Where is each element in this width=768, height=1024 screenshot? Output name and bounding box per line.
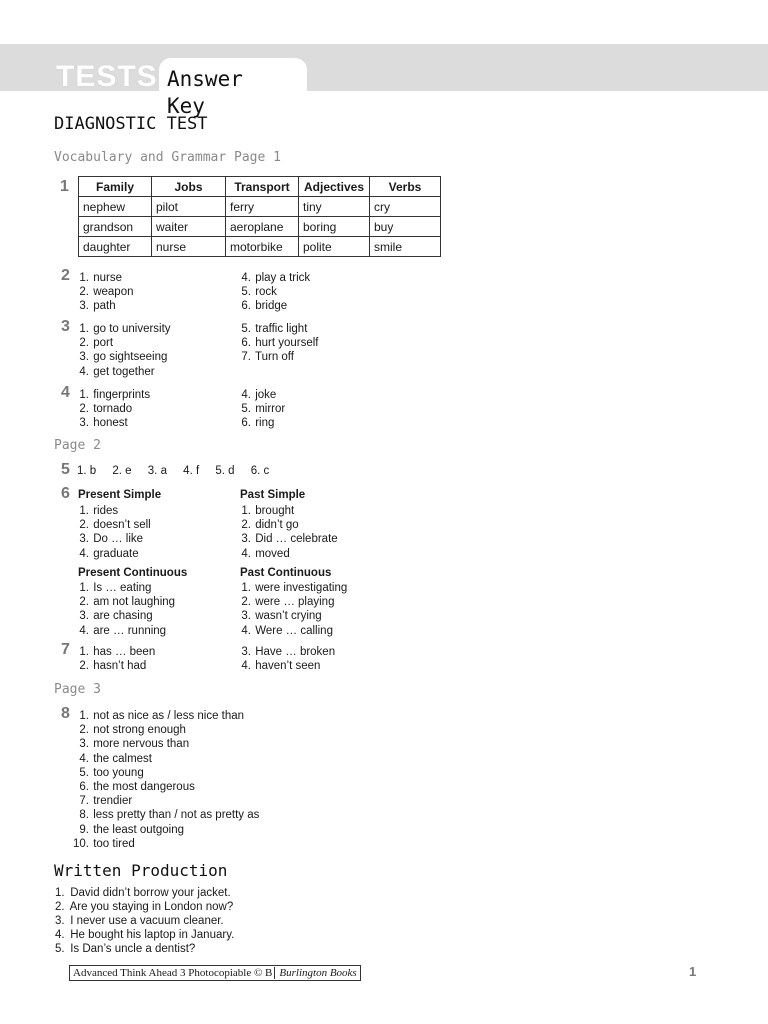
section-word: TESTS [56, 60, 158, 93]
page-title: DIAGNOSTIC TEST [54, 114, 208, 134]
answer-item: 5. d [215, 465, 235, 477]
tab-title: Answer Key [167, 67, 243, 118]
list-item [75, 581, 175, 595]
item-number: 5. [241, 403, 251, 416]
past-simple-list [237, 504, 338, 561]
list-item [237, 322, 318, 336]
item-number: 3. [79, 738, 89, 751]
table-row [79, 217, 441, 237]
list-item [70, 766, 259, 780]
answer-item: 4. f [183, 465, 200, 477]
subheading-present-simple: Present Simple [78, 489, 162, 501]
item-text: are chasing [93, 610, 153, 623]
table-cell: tiny [299, 197, 370, 217]
table-header-row [79, 177, 441, 197]
list-item [237, 659, 335, 673]
exercise-2-left-list [75, 271, 134, 314]
list-item [75, 350, 171, 364]
list-item [237, 336, 318, 350]
item-number: 6. [241, 300, 251, 313]
item-text: hasn’t had [93, 660, 147, 673]
list-item [237, 518, 338, 532]
item-number: 1. [79, 710, 89, 722]
item-number: 4. [241, 624, 251, 637]
item-text: port [93, 337, 114, 350]
column-header: Transport [226, 177, 299, 197]
page-number: 1 [689, 964, 697, 979]
subheading-present-continuous: Present Continuous [78, 567, 188, 579]
item-text: too young [93, 766, 144, 779]
list-item [75, 402, 150, 416]
list-item [237, 402, 285, 416]
past-continuous-list [237, 581, 347, 638]
list-item [237, 581, 347, 595]
section-heading-vg-page1: Vocabulary and Grammar Page 1 [54, 150, 281, 165]
list-item [75, 532, 151, 546]
item-text: joke [255, 389, 277, 401]
item-number: 5. [241, 323, 251, 335]
item-number: 4. [79, 547, 89, 560]
item-number: 3. [241, 610, 251, 623]
table-cell: polite [299, 237, 370, 257]
list-item [75, 299, 134, 313]
column-header: Jobs [152, 177, 226, 197]
item-text: are … running [93, 624, 167, 637]
table-cell: daughter [79, 237, 152, 257]
list-item [75, 518, 151, 532]
list-item [75, 365, 171, 379]
item-number: 6. [79, 780, 89, 793]
table-cell: ferry [226, 197, 299, 217]
item-text: go sightseeing [93, 351, 168, 364]
item-text: didn’t go [255, 519, 299, 532]
answer-item: 3. a [147, 465, 167, 477]
item-number: 4. [79, 624, 89, 637]
table-cell: buy [370, 217, 441, 237]
item-number: 2. [79, 286, 89, 299]
section-heading-written-production: Written Production [54, 861, 228, 880]
list-item [237, 504, 338, 518]
list-item [55, 914, 234, 928]
exercise-3-left-list [75, 322, 171, 379]
list-item [237, 595, 347, 609]
item-number: 8. [79, 809, 89, 822]
item-number: 1. [79, 389, 89, 401]
item-text: Turn off [255, 351, 294, 364]
list-item [75, 624, 175, 638]
table-cell: cry [370, 197, 441, 217]
list-item [237, 388, 285, 402]
exercise-number-8: 8 [61, 705, 70, 722]
item-number: 9. [79, 823, 89, 836]
item-number: 3. [241, 646, 251, 658]
item-number: 4. [241, 660, 251, 673]
item-text: the most dangerous [93, 780, 195, 793]
item-text: Have … broken [255, 646, 336, 658]
table-cell: grandson [79, 217, 152, 237]
item-text: the calmest [93, 752, 153, 765]
item-number: 2. [79, 519, 89, 532]
table-cell: nephew [79, 197, 152, 217]
list-item [237, 350, 318, 364]
item-number: 3. [79, 300, 89, 313]
table-cell: boring [299, 217, 370, 237]
item-text: am not laughing [93, 596, 176, 609]
list-item [237, 416, 285, 430]
table-row [79, 197, 441, 217]
item-text: trendier [93, 795, 133, 808]
list-item [75, 285, 134, 299]
list-item [75, 609, 175, 623]
list-item [55, 886, 234, 900]
item-text: Do … like [93, 533, 144, 546]
item-text: get together [93, 365, 155, 378]
table-cell: aeroplane [226, 217, 299, 237]
table-cell: motorbike [226, 237, 299, 257]
answer-item: 1. b [77, 465, 97, 477]
item-number: 2. [241, 519, 251, 532]
item-text: I never use a vacuum cleaner. [70, 915, 224, 927]
list-item [75, 322, 171, 336]
item-text: brought [255, 505, 295, 517]
item-number: 1. [79, 646, 89, 658]
list-item [237, 624, 347, 638]
item-number: 4. [79, 365, 89, 378]
item-text: honest [93, 417, 128, 430]
item-number: 7. [79, 795, 89, 808]
item-text: haven’t seen [255, 660, 321, 673]
item-text: ring [255, 417, 275, 430]
table-cell: waiter [152, 217, 226, 237]
list-item [237, 271, 310, 285]
footer-credit [69, 965, 361, 981]
item-number: 3. [79, 351, 89, 364]
item-text: wasn’t crying [255, 610, 322, 623]
item-text: more nervous than [93, 738, 190, 751]
list-item [55, 900, 234, 914]
footer-text: Advanced Think Ahead 3 Photocopiable © B [73, 967, 273, 979]
item-number: 5. [79, 766, 89, 779]
exercise-7-right-list [237, 645, 335, 673]
exercise-number-7: 7 [61, 641, 70, 658]
item-text: Is … eating [93, 582, 152, 594]
exercise-number-2: 2 [61, 267, 70, 284]
item-number: 5. [241, 286, 251, 299]
item-text: tornado [93, 403, 133, 416]
item-number: 1. [241, 505, 251, 517]
exercise-5-answers [77, 465, 282, 477]
item-text: moved [255, 547, 290, 560]
item-number: 6. [241, 337, 251, 350]
list-item [237, 532, 338, 546]
exercise-7-left-list [75, 645, 155, 673]
column-header: Family [79, 177, 152, 197]
item-number: 1. [79, 272, 89, 284]
vocabulary-table [78, 176, 441, 257]
item-text: were investigating [255, 582, 348, 594]
column-header: Adjectives [299, 177, 370, 197]
item-number: 4. [241, 272, 251, 284]
item-number: 4. [241, 389, 251, 401]
item-number: 3. [241, 533, 251, 546]
list-item [75, 336, 171, 350]
item-number: 4. [241, 547, 251, 560]
item-text: rides [93, 505, 119, 517]
item-text: Were … calling [255, 624, 333, 637]
item-number: 1. [79, 505, 89, 517]
table-cell: smile [370, 237, 441, 257]
list-item [75, 416, 150, 430]
item-number: 3. [55, 915, 65, 927]
item-text: Are you staying in London now? [69, 901, 234, 913]
item-text: Did … celebrate [255, 533, 338, 546]
item-number: 2. [79, 724, 89, 737]
item-text: too tired [93, 837, 135, 850]
item-text: David didn’t borrow your jacket. [70, 887, 231, 899]
item-text: go to university [93, 323, 171, 335]
list-item [55, 928, 234, 942]
item-number: 3. [79, 417, 89, 430]
item-text: nurse [93, 272, 122, 284]
list-item [70, 794, 259, 808]
item-text: were … playing [255, 596, 335, 609]
item-text: doesn’t sell [93, 519, 151, 532]
present-simple-list [75, 504, 151, 561]
item-text: the least outgoing [93, 823, 184, 836]
item-number: 2. [79, 403, 89, 416]
item-number: 2. [79, 337, 89, 350]
exercise-number-3: 3 [61, 318, 70, 335]
answer-item: 6. c [250, 465, 270, 477]
list-item [237, 609, 347, 623]
item-text: fingerprints [93, 389, 151, 401]
list-item [75, 547, 151, 561]
item-number: 6. [241, 417, 251, 430]
subheading-past-simple: Past Simple [240, 489, 306, 501]
exercise-8-list [70, 709, 259, 851]
item-number: 2. [79, 596, 89, 609]
item-text: path [93, 300, 116, 313]
publisher-brand: Burlington Books [274, 967, 356, 979]
exercise-number-6: 6 [61, 485, 70, 502]
list-item [70, 808, 259, 822]
exercise-number-1: 1 [60, 178, 69, 195]
list-item [75, 659, 155, 673]
answer-item: 2. e [112, 465, 132, 477]
item-text: He bought his laptop in January. [70, 929, 235, 941]
list-item [70, 837, 259, 851]
list-item [70, 723, 259, 737]
item-text: bridge [255, 300, 288, 313]
exercise-2-right-list [237, 271, 310, 314]
item-number: 4. [79, 752, 89, 765]
section-heading-page2: Page 2 [54, 438, 101, 453]
exercise-number-4: 4 [61, 384, 70, 401]
list-item [70, 823, 259, 837]
exercise-4-right-list [237, 388, 285, 431]
item-number: 7. [241, 351, 251, 364]
list-item [75, 388, 150, 402]
list-item [55, 942, 234, 956]
item-text: Is Dan’s uncle a dentist? [70, 943, 196, 955]
section-heading-page3: Page 3 [54, 682, 101, 697]
table-cell: nurse [152, 237, 226, 257]
exercise-number-5: 5 [61, 461, 70, 478]
list-item [70, 752, 259, 766]
item-number: 4. [55, 929, 65, 941]
list-item [237, 285, 310, 299]
table-row [79, 237, 441, 257]
item-number: 1. [55, 887, 65, 899]
subheading-past-continuous: Past Continuous [240, 567, 332, 579]
item-number: 1. [241, 582, 251, 594]
item-text: graduate [93, 547, 139, 560]
list-item [237, 299, 310, 313]
list-item [70, 737, 259, 751]
table-cell: pilot [152, 197, 226, 217]
item-number: 1. [79, 323, 89, 335]
list-item [75, 271, 134, 285]
item-number: 2. [55, 901, 65, 913]
item-text: not as nice as / less nice than [93, 710, 245, 722]
item-text: mirror [255, 403, 286, 416]
list-item [75, 595, 175, 609]
item-text: less pretty than / not as pretty as [93, 809, 260, 822]
item-number: 10. [73, 837, 89, 850]
item-number: 3. [79, 533, 89, 546]
item-text: rock [255, 286, 277, 299]
item-text: play a trick [255, 272, 311, 284]
exercise-4-left-list [75, 388, 150, 431]
item-text: traffic light [255, 323, 308, 335]
item-number: 2. [79, 660, 89, 673]
item-number: 1. [79, 582, 89, 594]
list-item [70, 709, 259, 723]
item-text: weapon [93, 286, 134, 299]
item-number: 2. [241, 596, 251, 609]
list-item [75, 645, 155, 659]
item-number: 3. [79, 610, 89, 623]
item-number: 5. [55, 943, 65, 955]
list-item [237, 547, 338, 561]
item-text: has … been [93, 646, 156, 658]
list-item [75, 504, 151, 518]
item-text: not strong enough [93, 724, 186, 737]
present-continuous-list [75, 581, 175, 638]
list-item [237, 645, 335, 659]
column-header: Verbs [370, 177, 441, 197]
exercise-3-right-list [237, 322, 318, 365]
list-item [70, 780, 259, 794]
item-text: hurt yourself [255, 337, 319, 350]
written-production-list [55, 886, 234, 956]
